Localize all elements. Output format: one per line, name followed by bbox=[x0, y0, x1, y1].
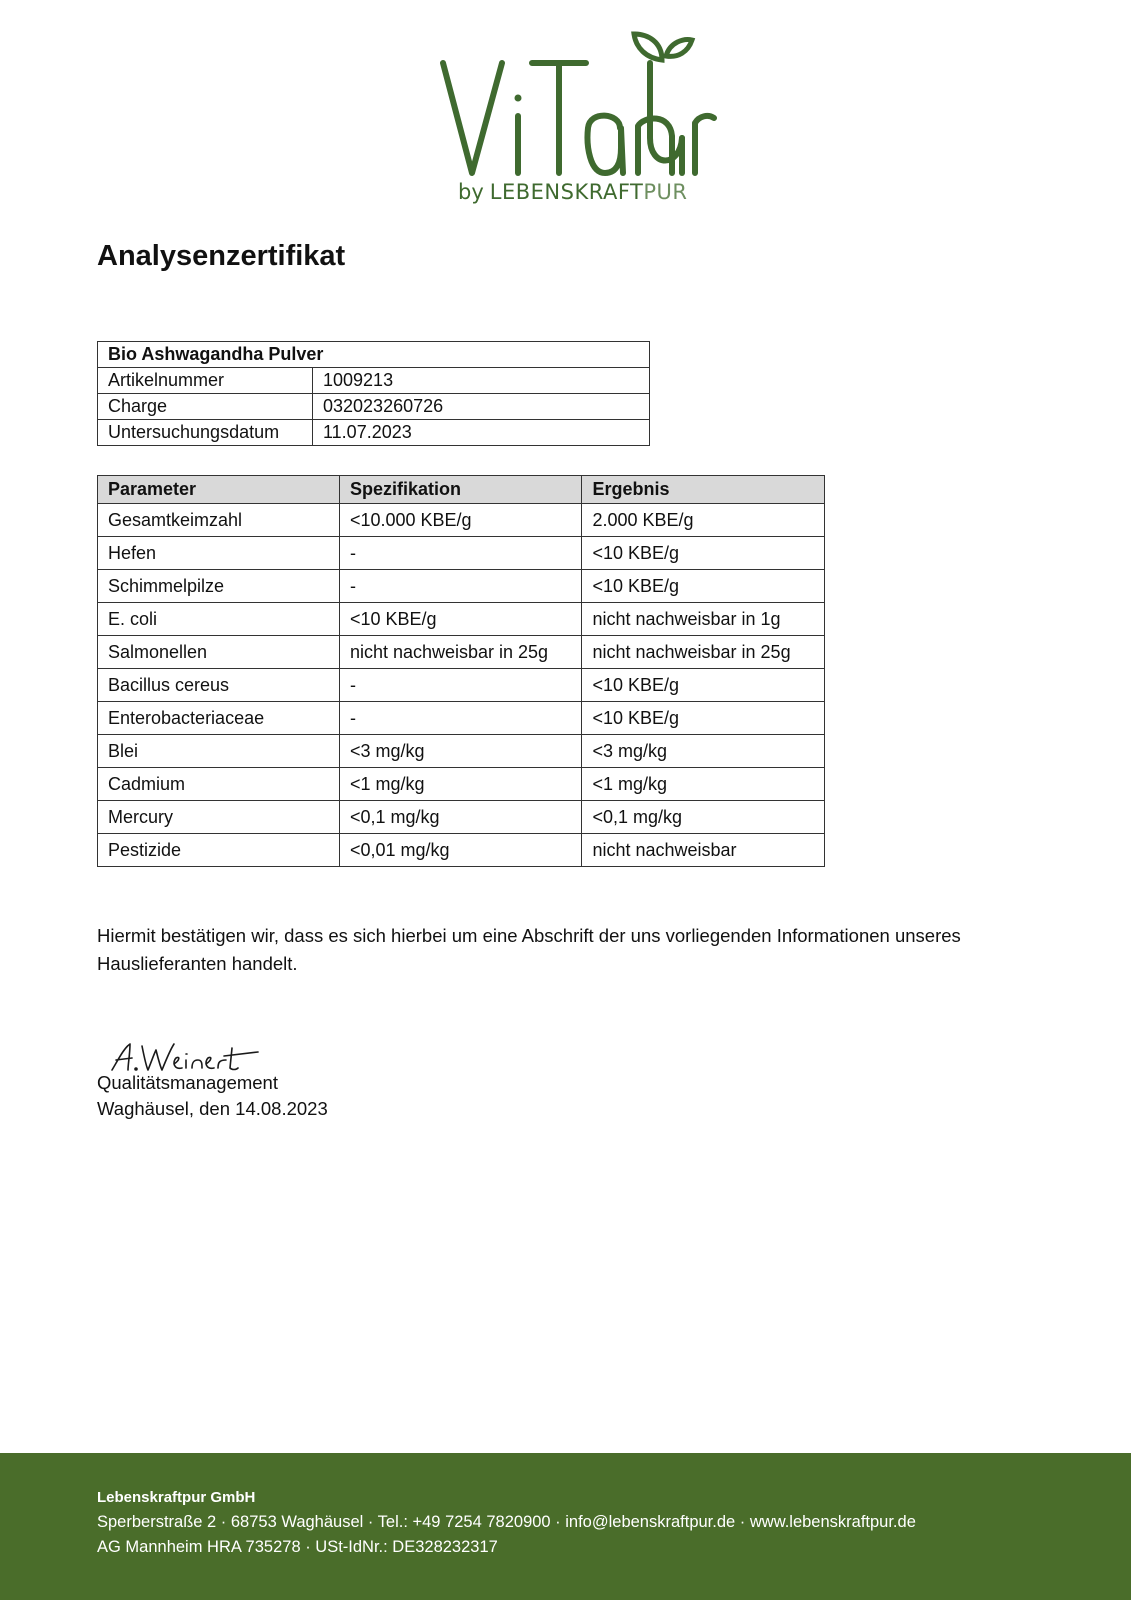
page-title: Analysenzertifikat bbox=[97, 240, 346, 272]
table-row bbox=[98, 603, 825, 636]
confirmation-text: Hiermit bestätigen wir, dass es sich hierbei um eine Abschrift der uns vorliegenden Informationen unseres Hauslieferanten handelt. bbox=[97, 925, 961, 974]
result-cell: nicht nachweisbar bbox=[582, 834, 825, 867]
result-cell: <10 KBE/g bbox=[582, 702, 825, 735]
table-row bbox=[98, 834, 825, 867]
product-row bbox=[98, 368, 650, 394]
specification-cell: <0,1 mg/kg bbox=[339, 801, 582, 834]
analysis-header-row bbox=[98, 476, 825, 504]
result-cell: <0,1 mg/kg bbox=[582, 801, 825, 834]
parameter-cell: E. coli bbox=[98, 603, 340, 636]
specification-cell: - bbox=[339, 570, 582, 603]
specification-cell: <10 KBE/g bbox=[339, 603, 582, 636]
specification-cell: - bbox=[339, 537, 582, 570]
result-cell: <10 KBE/g bbox=[582, 570, 825, 603]
footer-contact-line: Sperberstraße 2 · 68753 Waghäusel · Tel.: +49 7254 7820900 · info@lebenskraftpur.de · www.lebenskraftpur.de bbox=[97, 1513, 916, 1531]
brand-logo bbox=[440, 28, 730, 214]
product-row-label: Charge bbox=[98, 394, 313, 420]
logo-subtitle-company: LEBENSKRAFT bbox=[489, 180, 644, 204]
signatory-role: Qualitätsmanagement bbox=[97, 1072, 278, 1093]
place-date: Waghäusel, den 14.08.2023 bbox=[97, 1098, 328, 1119]
product-row-label: Artikelnummer bbox=[98, 368, 313, 394]
parameter-cell: Mercury bbox=[98, 801, 340, 834]
product-row-label: Untersuchungsdatum bbox=[98, 420, 313, 446]
product-row-value: 1009213 bbox=[313, 368, 650, 394]
specification-cell: nicht nachweisbar in 25g bbox=[339, 636, 582, 669]
result-cell: <1 mg/kg bbox=[582, 768, 825, 801]
result-cell: nicht nachweisbar in 25g bbox=[582, 636, 825, 669]
result-cell: nicht nachweisbar in 1g bbox=[582, 603, 825, 636]
analysis-table bbox=[97, 475, 825, 867]
footer-company: Lebenskraftpur GmbH bbox=[97, 1489, 256, 1506]
parameter-cell: Gesamtkeimzahl bbox=[98, 504, 340, 537]
specification-cell: - bbox=[339, 702, 582, 735]
parameter-cell: Salmonellen bbox=[98, 636, 340, 669]
column-header-specification: Spezifikation bbox=[339, 476, 582, 504]
footer bbox=[0, 1453, 1131, 1600]
table-row bbox=[98, 768, 825, 801]
table-row bbox=[98, 669, 825, 702]
result-cell: <10 KBE/g bbox=[582, 537, 825, 570]
table-row bbox=[98, 702, 825, 735]
table-row bbox=[98, 570, 825, 603]
specification-cell: <1 mg/kg bbox=[339, 768, 582, 801]
specification-cell: <0,01 mg/kg bbox=[339, 834, 582, 867]
specification-cell: <10.000 KBE/g bbox=[339, 504, 582, 537]
product-name: Bio Ashwagandha Pulver bbox=[98, 342, 650, 368]
specification-cell: - bbox=[339, 669, 582, 702]
logo-subtitle-by: by bbox=[458, 180, 484, 204]
table-row bbox=[98, 801, 825, 834]
product-row-value: 11.07.2023 bbox=[313, 420, 650, 446]
logo-subtitle-suffix: PUR bbox=[643, 180, 688, 204]
parameter-cell: Schimmelpilze bbox=[98, 570, 340, 603]
product-row-value: 032023260726 bbox=[313, 394, 650, 420]
parameter-cell: Enterobacteriaceae bbox=[98, 702, 340, 735]
product-row bbox=[98, 394, 650, 420]
parameter-cell: Hefen bbox=[98, 537, 340, 570]
specification-cell: <3 mg/kg bbox=[339, 735, 582, 768]
table-row bbox=[98, 537, 825, 570]
parameter-cell: Bacillus cereus bbox=[98, 669, 340, 702]
logo-subtitle bbox=[458, 180, 688, 204]
result-cell: <10 KBE/g bbox=[582, 669, 825, 702]
product-row bbox=[98, 420, 650, 446]
parameter-cell: Pestizide bbox=[98, 834, 340, 867]
parameter-cell: Blei bbox=[98, 735, 340, 768]
result-cell: 2.000 KBE/g bbox=[582, 504, 825, 537]
signature-block bbox=[97, 1070, 328, 1122]
vitanur-wordmark-icon bbox=[440, 28, 730, 178]
footer-registration-line: AG Mannheim HRA 735278 · USt-IdNr.: DE328232317 bbox=[97, 1538, 498, 1556]
column-header-parameter: Parameter bbox=[98, 476, 340, 504]
parameter-cell: Cadmium bbox=[98, 768, 340, 801]
column-header-result: Ergebnis bbox=[582, 476, 825, 504]
handwritten-signature-icon bbox=[108, 1040, 268, 1074]
product-info-table bbox=[97, 341, 650, 446]
table-row bbox=[98, 636, 825, 669]
table-row bbox=[98, 504, 825, 537]
result-cell: <3 mg/kg bbox=[582, 735, 825, 768]
table-row bbox=[98, 735, 825, 768]
product-name-row bbox=[98, 342, 650, 368]
